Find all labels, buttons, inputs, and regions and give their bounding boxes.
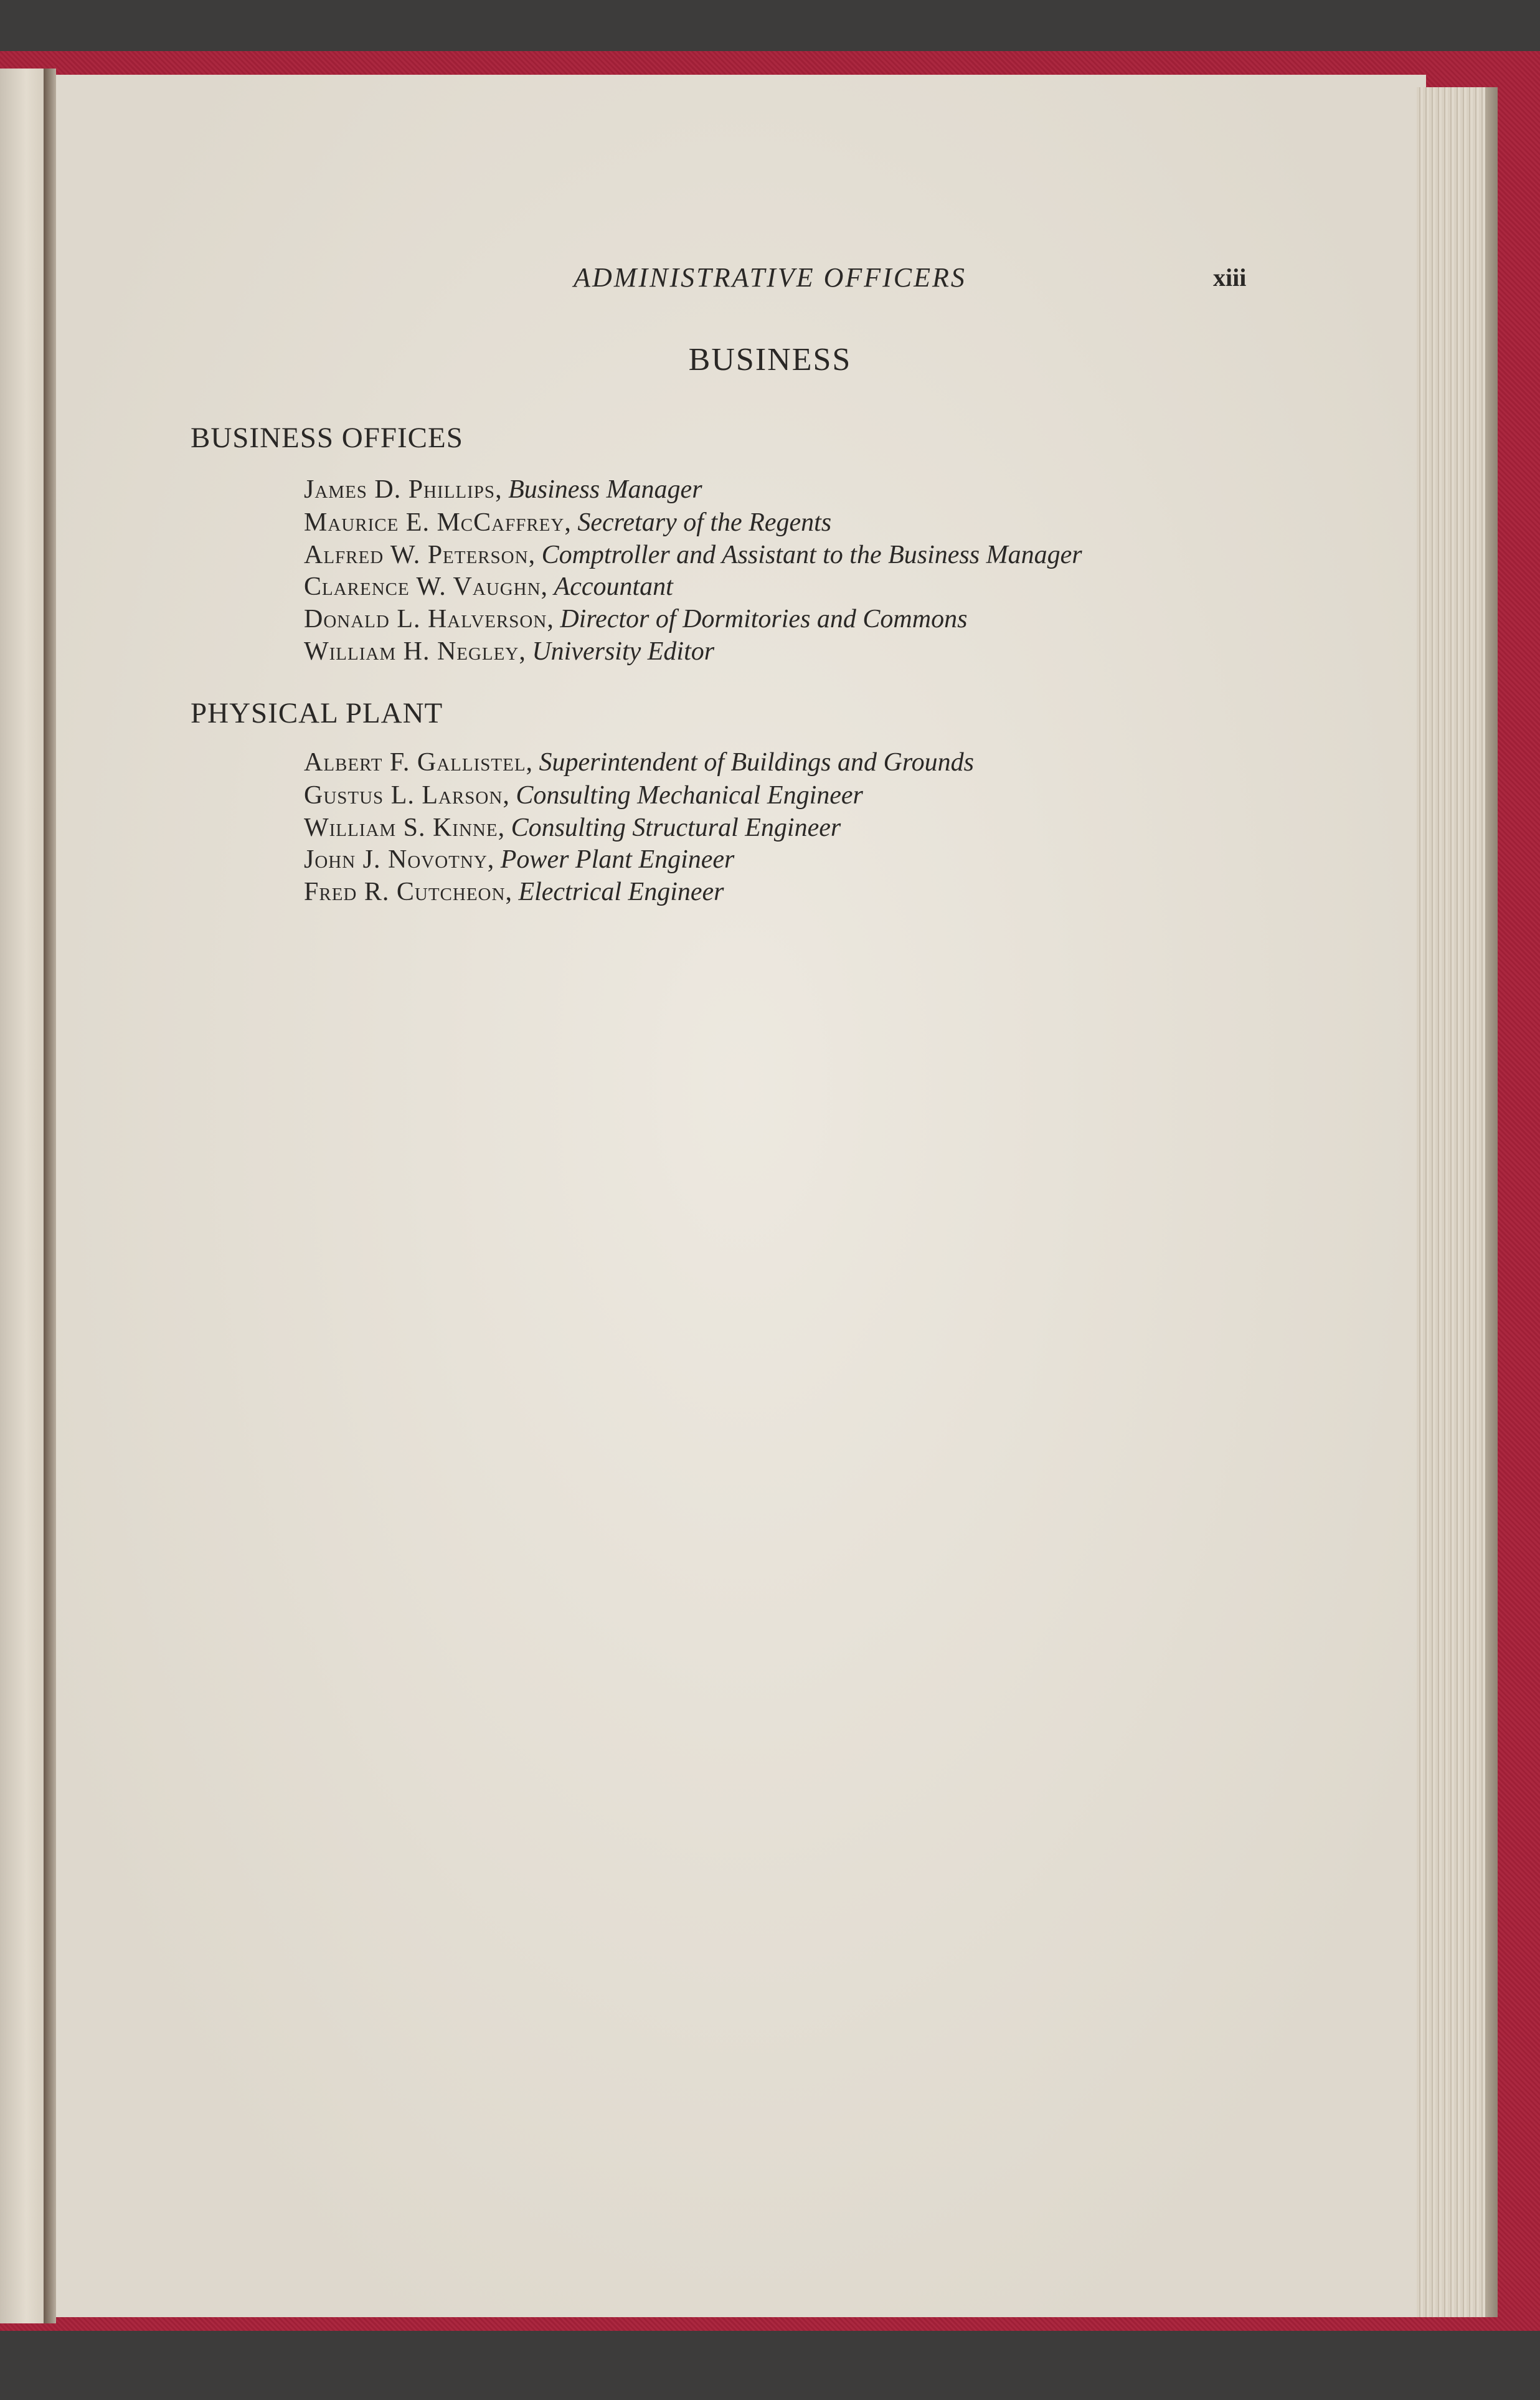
officer-title: Director of Dormitories and Commons: [560, 605, 968, 633]
running-header: ADMINISTRATIVE OFFICERS: [574, 262, 966, 293]
officer-name: Gustus L. Larson: [304, 781, 503, 810]
officer-entry: Fred R. Cutcheon, Electrical Engineer: [304, 878, 724, 906]
officer-name: William H. Negley: [304, 637, 519, 666]
officer-entry: William S. Kinne, Consulting Structural Engineer: [304, 813, 841, 842]
book-gutter: [44, 69, 56, 2323]
officer-entry: John J. Novotny, Power Plant Engineer: [304, 845, 735, 874]
officer-name: Fred R. Cutcheon: [304, 878, 506, 906]
officer-entry: James D. Phillips, Business Manager: [304, 475, 702, 504]
officer-title: Consulting Structural Engineer: [511, 813, 841, 842]
officer-title: Comptroller and Assistant to the Business Manager: [541, 541, 1082, 569]
officer-name: Alfred W. Peterson: [304, 541, 529, 569]
officer-title: Business Manager: [508, 475, 702, 504]
officer-title: Secretary of the Regents: [577, 508, 832, 537]
officer-title: University Editor: [532, 637, 715, 666]
officer-title: Superintendent of Buildings and Grounds: [539, 748, 974, 777]
officer-entry: Maurice E. McCaffrey, Secretary of the Regents: [304, 508, 832, 537]
officer-name: John J. Novotny: [304, 845, 488, 874]
officer-name: Clarence W. Vaughn: [304, 572, 541, 601]
officer-name: Albert F. Gallistel: [304, 748, 526, 777]
officer-entry: Clarence W. Vaughn, Accountant: [304, 572, 673, 601]
group-heading-physical-plant: PHYSICAL PLANT: [191, 697, 443, 729]
officer-title: Accountant: [554, 572, 673, 601]
book-page: [56, 75, 1426, 2317]
page-number: xiii: [1213, 263, 1247, 292]
officer-name: William S. Kinne: [304, 813, 498, 842]
officer-entry: Gustus L. Larson, Consulting Mechanical Engineer: [304, 781, 863, 810]
officer-name: James D. Phillips: [304, 475, 496, 504]
page-stack-edge: [1417, 87, 1498, 2317]
officer-entry: Albert F. Gallistel, Superintendent of Buildings and Grounds: [304, 748, 974, 777]
officer-entry: William H. Negley, University Editor: [304, 637, 715, 666]
officer-title: Electrical Engineer: [518, 878, 724, 906]
facing-page-edge: [0, 69, 44, 2323]
officer-entry: Alfred W. Peterson, Comptroller and Assistant to the Business Manager: [304, 541, 1082, 569]
group-heading-business-offices: BUSINESS OFFICES: [191, 422, 463, 454]
officer-name: Maurice E. McCaffrey: [304, 508, 565, 537]
officer-name: Donald L. Halverson: [304, 605, 547, 633]
officer-title: Consulting Mechanical Engineer: [516, 781, 863, 810]
officer-title: Power Plant Engineer: [500, 845, 735, 874]
officer-entry: Donald L. Halverson, Director of Dormitories and Commons: [304, 605, 968, 633]
section-title: BUSINESS: [688, 342, 852, 377]
